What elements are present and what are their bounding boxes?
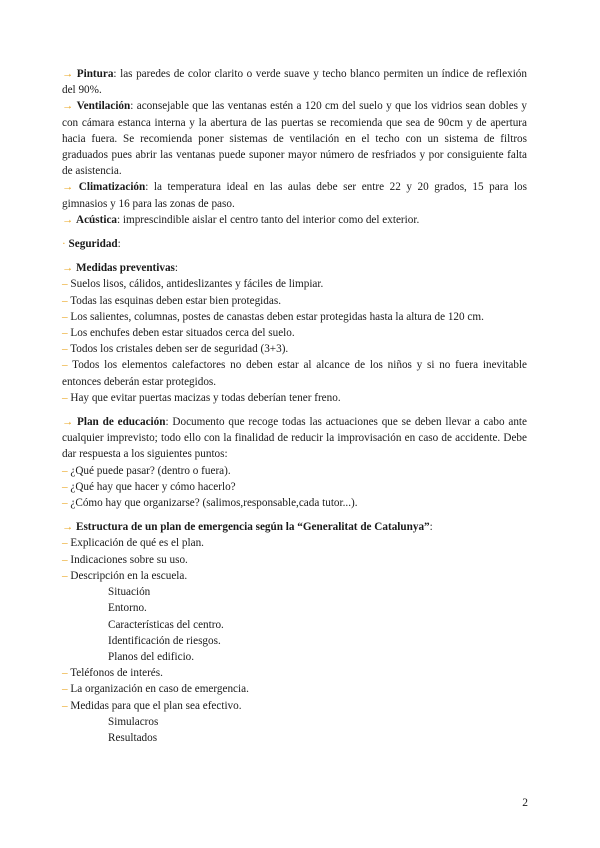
list-item-text: Todos los cristales deben ser de seguridad (3+3). bbox=[70, 343, 289, 356]
colon: : bbox=[117, 238, 121, 251]
list-item bbox=[62, 341, 527, 357]
heading-climatizacion: Climatización bbox=[78, 181, 146, 194]
arrow-icon: → bbox=[62, 262, 74, 275]
list-item bbox=[62, 325, 527, 341]
dash-icon: – bbox=[62, 699, 68, 712]
arrow-icon: → bbox=[62, 181, 74, 194]
list-item bbox=[62, 357, 527, 389]
list-item bbox=[62, 309, 527, 325]
list-item-text: Hay que evitar puertas macizas y todas deberían tener freno. bbox=[70, 391, 341, 404]
sub-list-item: Situación bbox=[108, 586, 151, 599]
list-estructura bbox=[62, 535, 527, 746]
list-item bbox=[62, 479, 527, 495]
text-ventilacion: : aconsejable que las ventanas estén a 120 cm del suelo y que los vidrios sean dobles y con cámara estanca interna y la abertura de las puertas se recomienda que sea de 90cm y de apertura hacia fuera. Se recomienda poner sistemas de ventilación en el techo con un sistema de filtros graduados pues abrir las ventanas puede suponer mayor número de resfriados y por consiguiente falta de asistencia. bbox=[62, 100, 527, 178]
dash-icon: – bbox=[62, 480, 68, 493]
colon: : bbox=[429, 521, 433, 534]
dash-icon: – bbox=[62, 310, 68, 323]
paragraph-acustica bbox=[62, 212, 527, 228]
list-item bbox=[62, 463, 527, 479]
sub-list-item: Simulacros bbox=[108, 715, 159, 728]
bullet-icon: · bbox=[62, 238, 66, 251]
text-plan: : Documento que recoge todas las actuaciones que se deben llevar a cabo ante cualquier imprevisto; todo ello con la finalidad de reducir la improvisación en caso de accidente. Debe dar respuesta a los siguientes puntos: bbox=[62, 416, 528, 461]
page-number: 2 bbox=[522, 797, 528, 809]
paragraph-plan bbox=[62, 414, 527, 463]
heading-pintura: Pintura bbox=[76, 68, 114, 80]
list-item-text: ¿Qué puede pasar? (dentro o fuera). bbox=[70, 464, 231, 477]
paragraph-climatizacion bbox=[62, 179, 527, 211]
dash-icon: – bbox=[62, 278, 68, 291]
heading-estructura-line bbox=[62, 519, 527, 535]
heading-acustica: Acústica bbox=[75, 213, 117, 226]
heading-seguridad: Seguridad bbox=[68, 238, 118, 251]
heading-medidas: Medidas preventivas bbox=[75, 262, 175, 275]
list-item-text: Medidas para que el plan sea efectivo. bbox=[70, 699, 242, 712]
list-item-text: Descripción en la escuela. bbox=[70, 569, 188, 582]
dash-icon: – bbox=[62, 537, 68, 550]
dash-icon: – bbox=[62, 569, 68, 582]
arrow-icon: → bbox=[62, 100, 74, 113]
dash-icon: – bbox=[62, 391, 68, 404]
sub-list-item: Identificación de riesgos. bbox=[108, 634, 221, 647]
list-plan bbox=[62, 463, 527, 512]
list-medidas bbox=[62, 276, 527, 406]
list-item bbox=[62, 535, 527, 551]
list-item bbox=[62, 495, 527, 511]
text-pintura: : las paredes de color clarito o verde suave y techo blanco permiten un índice de reflexión del 90%. bbox=[62, 68, 527, 97]
sub-list-item: Resultados bbox=[108, 731, 158, 744]
list-item-text: Todos los elementos calefactores no deben estar al alcance de los niños y si no fuera inevitable entonces deberán estar protegidos. bbox=[62, 359, 527, 388]
arrow-icon: → bbox=[62, 521, 74, 534]
heading-ventilacion: Ventilación bbox=[76, 100, 131, 113]
list-item-text: La organización en caso de emergencia. bbox=[70, 683, 249, 696]
list-item-text: Indicaciones sobre su uso. bbox=[70, 553, 188, 566]
list-item bbox=[62, 552, 527, 568]
list-item bbox=[62, 390, 527, 406]
list-item-text: ¿Qué hay que hacer y cómo hacerlo? bbox=[70, 480, 236, 493]
sub-list-item: Planos del edificio. bbox=[108, 650, 195, 663]
arrow-icon: → bbox=[62, 68, 74, 80]
paragraph-pintura bbox=[62, 66, 527, 98]
sub-list-item: Entorno. bbox=[108, 602, 147, 615]
dash-icon: – bbox=[62, 327, 68, 340]
colon: : bbox=[174, 262, 179, 275]
list-item-text: Los salientes, columnas, postes de canastas deben estar protegidas hasta la altura de 120 cm. bbox=[70, 310, 484, 323]
dash-icon: – bbox=[62, 683, 68, 696]
text-acustica: : imprescindible aislar el centro tanto del interior como del exterior. bbox=[117, 213, 420, 226]
list-item bbox=[62, 568, 527, 584]
list-item-text: Todas las esquinas deben estar bien protegidas. bbox=[70, 294, 281, 307]
heading-estructura: Estructura de un plan de emergencia según la “Generalitat de Catalunya” bbox=[75, 521, 430, 534]
arrow-icon: → bbox=[62, 416, 74, 429]
list-item bbox=[62, 276, 527, 292]
list-item bbox=[62, 665, 527, 681]
heading-medidas-line bbox=[62, 260, 527, 276]
dash-icon: – bbox=[62, 359, 68, 372]
list-item bbox=[62, 293, 527, 309]
dash-icon: – bbox=[62, 667, 68, 680]
dash-icon: – bbox=[62, 343, 68, 356]
list-item bbox=[62, 681, 527, 697]
heading-plan: Plan de educación bbox=[77, 416, 166, 429]
list-item-text: Suelos lisos, cálidos, antideslizantes y fáciles de limpiar. bbox=[70, 278, 324, 291]
heading-seguridad-line bbox=[62, 236, 527, 252]
list-item bbox=[62, 698, 527, 714]
dash-icon: – bbox=[62, 553, 68, 566]
dash-icon: – bbox=[62, 497, 68, 510]
dash-icon: – bbox=[62, 464, 68, 477]
document-body bbox=[62, 66, 527, 746]
sub-list-item: Características del centro. bbox=[108, 618, 224, 631]
list-item-text: Los enchufes deben estar situados cerca del suelo. bbox=[70, 327, 295, 340]
list-item-text: Teléfonos de interés. bbox=[70, 667, 163, 680]
paragraph-ventilacion bbox=[62, 98, 527, 179]
list-item-text: Explicación de qué es el plan. bbox=[70, 537, 204, 550]
text-climatizacion: : la temperatura ideal en las aulas debe ser entre 22 y 20 grados, 15 para los gimnasios y 16 para las zonas de paso. bbox=[62, 181, 527, 210]
arrow-icon: → bbox=[62, 213, 74, 226]
dash-icon: – bbox=[62, 294, 68, 307]
list-item-text: ¿Cómo hay que organizarse? (salimos,responsable,cada tutor...). bbox=[70, 497, 358, 510]
